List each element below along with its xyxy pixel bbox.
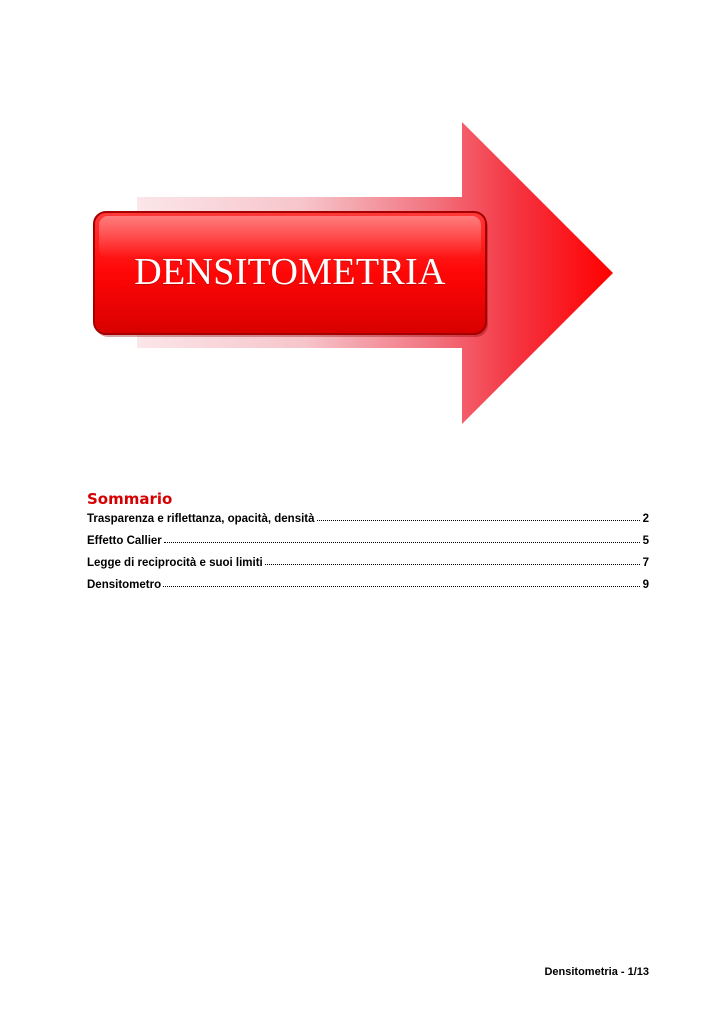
- toc-entry-page: 7: [642, 557, 649, 569]
- toc-entry-label: Densitometro: [87, 579, 162, 591]
- toc-heading: Sommario: [87, 490, 173, 508]
- toc-entry[interactable]: [87, 579, 649, 601]
- toc-entry[interactable]: [87, 535, 649, 557]
- toc-entry-page: 9: [642, 579, 649, 591]
- toc-entry[interactable]: [87, 557, 649, 579]
- toc-leader-dots: [164, 534, 640, 543]
- toc-entry-label: Trasparenza e riflettanza, opacità, densità: [87, 513, 315, 525]
- page-footer: Densitometria - 1/13: [544, 966, 649, 978]
- toc-entry-page: 5: [642, 535, 649, 547]
- toc-entry-page: 2: [642, 513, 649, 525]
- cover-title: DENSITOMETRIA: [134, 251, 446, 293]
- toc-entry-label: Effetto Callier: [87, 535, 162, 547]
- toc-leader-dots: [163, 578, 639, 587]
- toc-leader-dots: [317, 512, 640, 521]
- toc-entry-label: Legge di reciprocità e suoi limiti: [87, 557, 263, 569]
- table-of-contents: [87, 489, 649, 601]
- toc-leader-dots: [265, 556, 640, 565]
- toc-entry[interactable]: [87, 513, 649, 535]
